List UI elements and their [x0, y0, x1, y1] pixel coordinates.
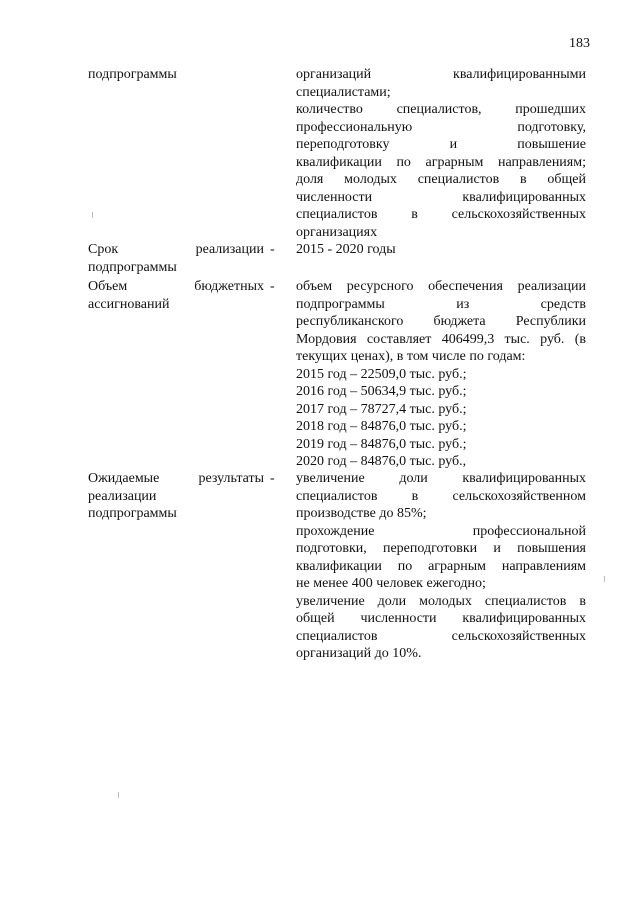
value-line: профессиональную подготовку,: [296, 119, 586, 135]
value-line: увеличение доли квалифицированных: [296, 471, 586, 486]
row-dash: -: [270, 471, 275, 486]
scan-speck: [118, 792, 119, 798]
row-label: [88, 66, 264, 84]
value-line: 2020 год – 84876,0 тыс. руб.,: [296, 454, 467, 469]
label-line: реализации: [88, 488, 157, 504]
value-line: не менее 400 человек ежегодно;: [296, 576, 486, 591]
value-line: организациях: [296, 224, 378, 240]
row-label: [88, 470, 264, 523]
label-line: Объем бюджетных: [88, 279, 264, 294]
value-line: переподготовку и повышение: [296, 137, 586, 152]
value-line: 2019 год – 84876,0 тыс. руб.;: [296, 436, 467, 452]
value-line: производстве до 85%;: [296, 506, 427, 521]
value-line: квалификации по аграрным направлениям;: [296, 154, 586, 170]
row-value: [296, 470, 586, 663]
value-line: прохождение профессиональной: [296, 523, 586, 539]
value-line: подпрограммы из средств: [296, 296, 586, 312]
value-line: доля молодых специалистов в общей: [296, 172, 586, 187]
value-line: количество специалистов, прошедших: [296, 102, 586, 117]
value-line: организаций квалифицированными: [296, 67, 586, 82]
value-line: организаций до 10%.: [296, 646, 422, 661]
page-number: 183: [569, 36, 590, 51]
value-line: объем ресурсного обеспечения реализации: [296, 279, 586, 294]
value-line: квалификации по аграрным направлениям: [296, 558, 586, 574]
scan-speck: [604, 576, 605, 582]
value-line: подготовки, переподготовки и повышения: [296, 541, 586, 556]
label-line: ассигнований: [88, 296, 170, 312]
row-dash: -: [270, 279, 275, 294]
row-value: [296, 241, 586, 259]
value-line: численности квалифицированных: [296, 189, 586, 205]
value-line: республиканского бюджета Республики: [296, 314, 586, 329]
value-line: 2015 год – 22509,0 тыс. руб.;: [296, 366, 467, 382]
label-line: подпрограммы: [88, 259, 177, 275]
value-line: 2017 год – 78727,4 тыс. руб.;: [296, 401, 467, 417]
value-line: специалистами;: [296, 84, 391, 100]
row-value: [296, 278, 586, 471]
label-line: подпрограммы: [88, 67, 177, 82]
value-line: Мордовия составляет 406499,3 тыс. руб. (в: [296, 331, 586, 347]
value-line: 2018 год – 84876,0 тыс. руб.;: [296, 419, 467, 434]
value-line: общей численности квалифицированных: [296, 611, 586, 626]
value-line: специалистов сельскохозяйственных: [296, 628, 586, 644]
value-line: 2016 год – 50634,9 тыс. руб.;: [296, 384, 467, 399]
row-value: [296, 66, 586, 241]
value-line: специалистов в сельскохозяйственных: [296, 207, 586, 222]
label-line: Ожидаемые результаты: [88, 471, 264, 486]
row-label: [88, 241, 264, 276]
row-dash: -: [270, 242, 275, 257]
label-line: Срок реализации: [88, 242, 264, 257]
value-line: 2015 - 2020 годы: [296, 242, 396, 257]
row-label: [88, 278, 264, 313]
value-line: текущих ценах), в том числе по годам:: [296, 349, 526, 364]
value-line: специалистов в сельскохозяйственном: [296, 488, 586, 504]
scan-speck: [92, 212, 93, 218]
label-line: подпрограммы: [88, 506, 177, 521]
value-line: увеличение доли молодых специалистов в: [296, 593, 586, 609]
